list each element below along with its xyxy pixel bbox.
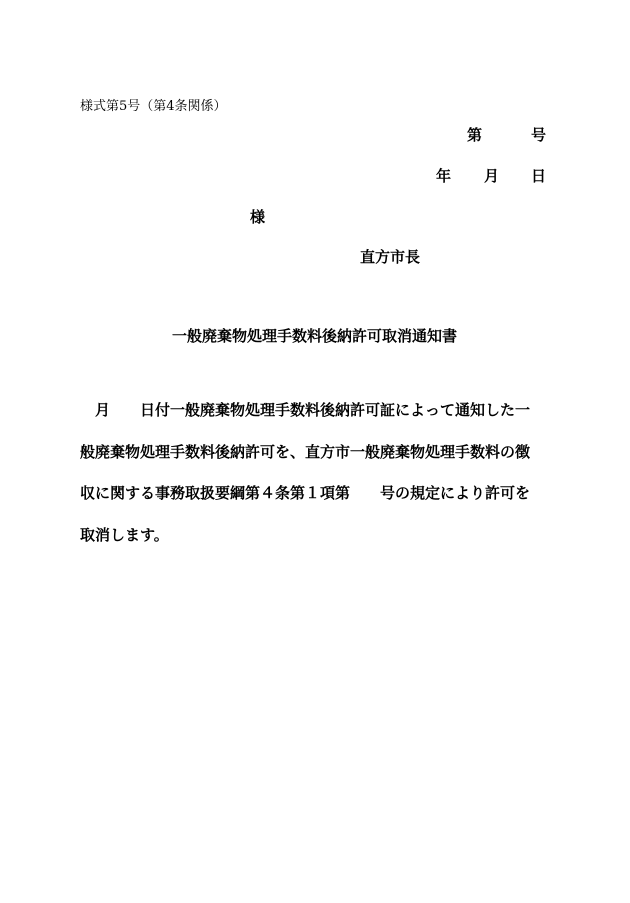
date-month-label: 月 (484, 167, 500, 185)
document-number-prefix: 第 (467, 126, 483, 144)
body-month-label: 月 (95, 401, 111, 419)
body-line-1 (80, 390, 550, 432)
document-number-suffix: 号 (531, 126, 547, 144)
issuer-name: 直方市長 (360, 248, 421, 266)
document-title: 一般廃棄物処理手数料後納許可取消通知書 (172, 327, 458, 345)
notice-body (80, 390, 550, 556)
date-year-label: 年 (436, 167, 452, 185)
form-number-label: 様式第5号（第4条関係） (80, 99, 227, 114)
body-line-1-text: 日付一般廃棄物処理手数料後納許可証によって通知した一 (140, 401, 531, 419)
body-line-3 (80, 473, 550, 515)
body-line-4: 取消します。 (80, 525, 169, 544)
body-line-2: 般廃棄物処理手数料後納許可を、直方市一般廃棄物処理手数料の徴 (80, 442, 531, 461)
addressee-honorific: 様 (250, 208, 266, 226)
body-line-3-start: 収に関する事務取扱要綱第４条第１項第 (80, 484, 351, 502)
date-day-label: 日 (531, 167, 547, 185)
body-line-3-end: 号の規定により許可を (380, 484, 531, 502)
